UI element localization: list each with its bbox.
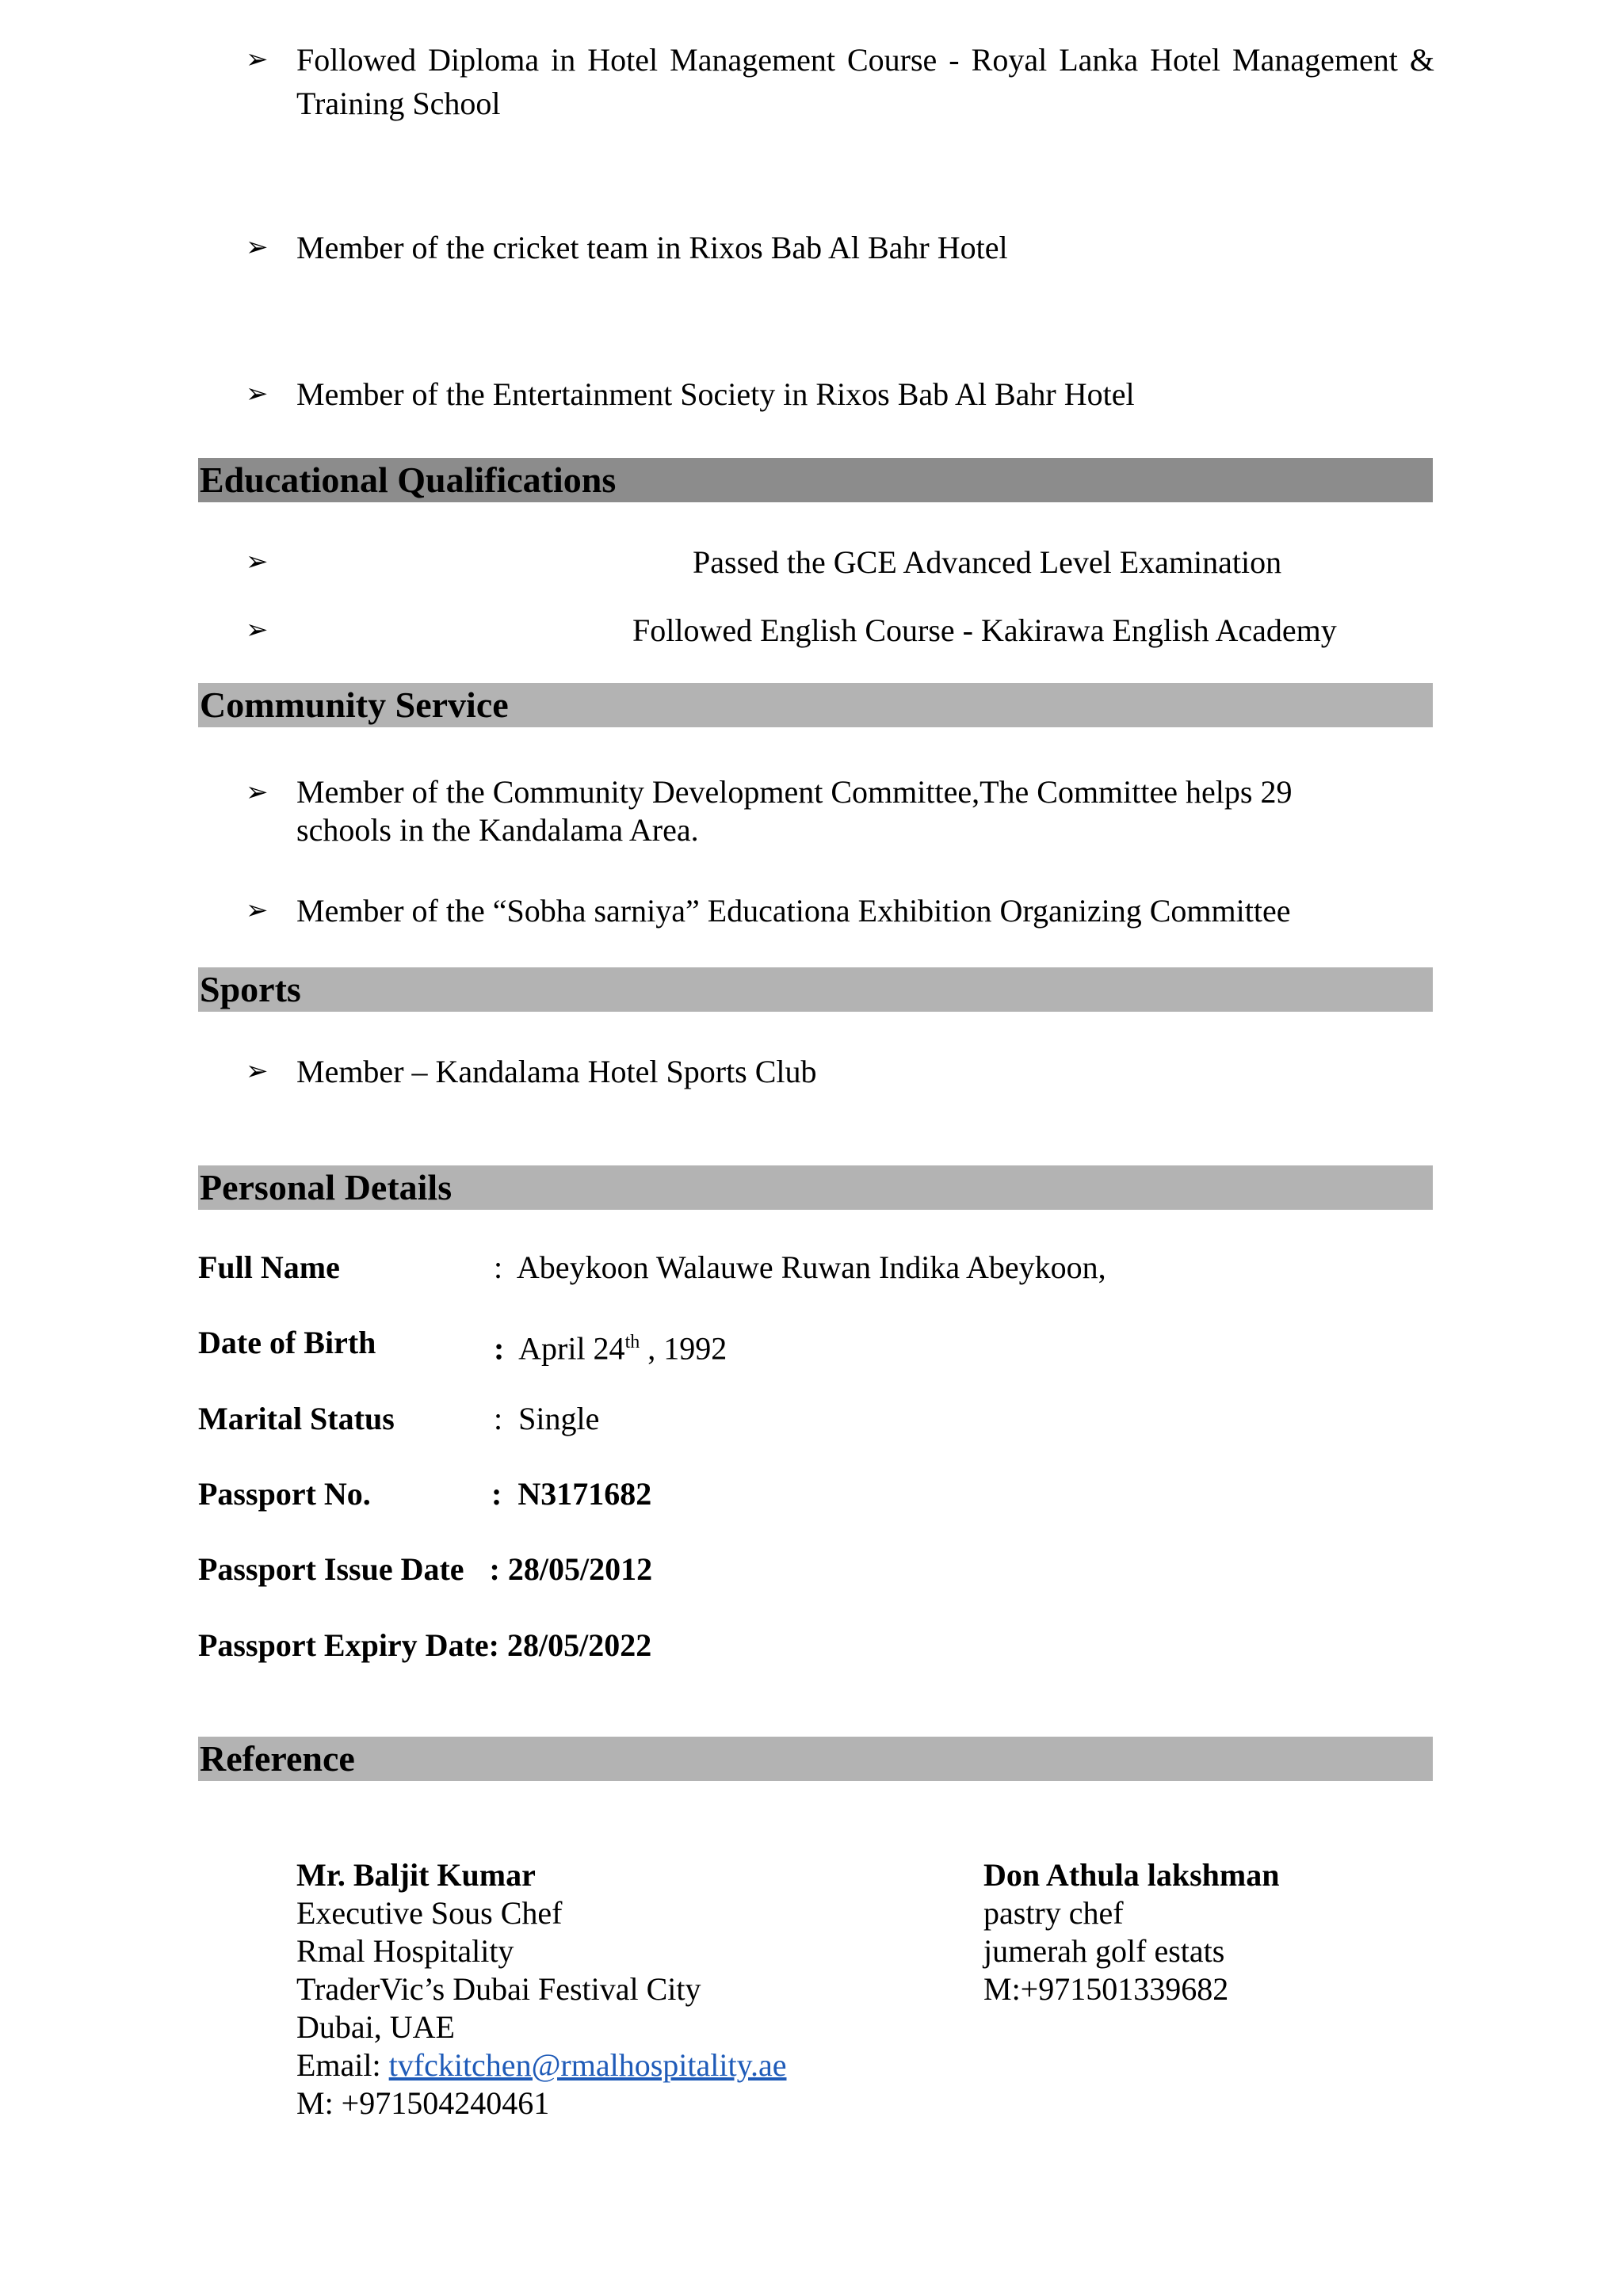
education-item bbox=[246, 540, 1434, 584]
reference-2-mobile: M:+971501339682 bbox=[983, 1971, 1229, 2007]
passport-issue-value: 28/05/2012 bbox=[507, 1551, 653, 1587]
full-name-separator: : bbox=[494, 1249, 503, 1285]
full-name-value: Abeykoon Walauwe Ruwan Indika Abeykoon, bbox=[516, 1249, 1106, 1285]
passport-expiry-value: 28/05/2022 bbox=[506, 1627, 652, 1663]
dob-year: , 1992 bbox=[647, 1330, 727, 1367]
reference-2-company: jumerah golf estats bbox=[983, 1933, 1225, 1969]
passport-no-value: N3171682 bbox=[517, 1476, 652, 1512]
bullet-text: Member of the Entertainment Society in Rixos Bab Al Bahr Hotel bbox=[296, 376, 1135, 412]
section-heading-community: Community Service bbox=[198, 683, 1433, 727]
education-item bbox=[246, 608, 1434, 652]
dob-label: Date of Birth bbox=[198, 1325, 376, 1360]
dob-separator: : bbox=[494, 1330, 505, 1367]
section-heading-sports: Sports bbox=[198, 967, 1433, 1012]
reference-2 bbox=[983, 1856, 1279, 2008]
community-item-text: Member of the Community Development Committee,The Committee helps 29 schools in the Kandalama Area. bbox=[296, 774, 1293, 848]
reference-1-email-link[interactable]: tvfckitchen@rmalhospitality.ae bbox=[388, 2047, 787, 2083]
marital-status-label: Marital Status bbox=[198, 1401, 395, 1436]
bullet-cricket bbox=[246, 226, 1434, 269]
reference-1-location: TraderVic’s Dubai Festival City bbox=[296, 1971, 701, 2007]
passport-issue-label: Passport Issue Date bbox=[198, 1551, 464, 1587]
reference-1 bbox=[296, 1856, 787, 2122]
bullet-entertainment bbox=[246, 372, 1434, 416]
reference-1-company: Rmal Hospitality bbox=[296, 1933, 514, 1969]
reference-1-name: Mr. Baljit Kumar bbox=[296, 1857, 536, 1893]
sports-item bbox=[246, 1050, 1434, 1093]
education-item-text: Passed the GCE Advanced Level Examination bbox=[693, 544, 1282, 580]
education-item-text: Followed English Course - Kakirawa English Academy bbox=[632, 612, 1337, 648]
reference-1-email-label: Email: bbox=[296, 2047, 389, 2083]
arrow-bullet-icon: ➢ bbox=[246, 776, 269, 808]
marital-status-row bbox=[198, 1397, 600, 1440]
passport-issue-row bbox=[198, 1547, 652, 1591]
arrow-bullet-icon: ➢ bbox=[246, 1055, 269, 1087]
full-name-label: Full Name bbox=[198, 1249, 340, 1285]
bullet-text: Followed Diploma in Hotel Management Course - Royal Lanka Hotel Management & Training School bbox=[296, 42, 1434, 121]
reference-1-mobile: M: +971504240461 bbox=[296, 2085, 550, 2121]
community-item bbox=[246, 889, 1434, 933]
section-heading-personal: Personal Details bbox=[198, 1165, 1433, 1210]
section-heading-education: Educational Qualifications bbox=[198, 458, 1433, 502]
passport-no-row bbox=[198, 1472, 652, 1516]
dob-suffix: th bbox=[624, 1332, 640, 1352]
reference-1-title: Executive Sous Chef bbox=[296, 1895, 563, 1931]
sports-item-text: Member – Kandalama Hotel Sports Club bbox=[296, 1054, 817, 1089]
reference-1-email-row bbox=[296, 2046, 787, 2084]
dob-value: April 24 bbox=[518, 1330, 625, 1367]
community-item bbox=[246, 773, 1434, 849]
arrow-bullet-icon: ➢ bbox=[246, 231, 269, 263]
arrow-bullet-icon: ➢ bbox=[246, 546, 269, 578]
arrow-bullet-icon: ➢ bbox=[246, 44, 269, 75]
marital-status-value: Single bbox=[518, 1401, 600, 1436]
passport-expiry-label: Passport Expiry Date: bbox=[198, 1627, 499, 1663]
arrow-bullet-icon: ➢ bbox=[246, 378, 269, 410]
passport-no-separator: : bbox=[491, 1476, 502, 1512]
dob-row bbox=[198, 1321, 727, 1367]
passport-issue-separator: : bbox=[489, 1551, 500, 1587]
reference-2-name: Don Athula lakshman bbox=[983, 1857, 1280, 1893]
full-name-row bbox=[198, 1245, 1106, 1289]
reference-2-title: pastry chef bbox=[983, 1895, 1124, 1931]
reference-1-city: Dubai, UAE bbox=[296, 2009, 455, 2045]
arrow-bullet-icon: ➢ bbox=[246, 894, 269, 926]
bullet-text: Member of the cricket team in Rixos Bab Al Bahr Hotel bbox=[296, 230, 1008, 265]
section-heading-reference: Reference bbox=[198, 1737, 1433, 1781]
marital-status-separator: : bbox=[494, 1401, 503, 1436]
passport-expiry-row bbox=[198, 1623, 651, 1667]
community-item-text: Member of the “Sobha sarniya” Educationa Exhibition Organizing Committee bbox=[296, 893, 1291, 929]
bullet-diploma bbox=[246, 38, 1434, 125]
arrow-bullet-icon: ➢ bbox=[246, 614, 269, 646]
passport-no-label: Passport No. bbox=[198, 1476, 371, 1512]
